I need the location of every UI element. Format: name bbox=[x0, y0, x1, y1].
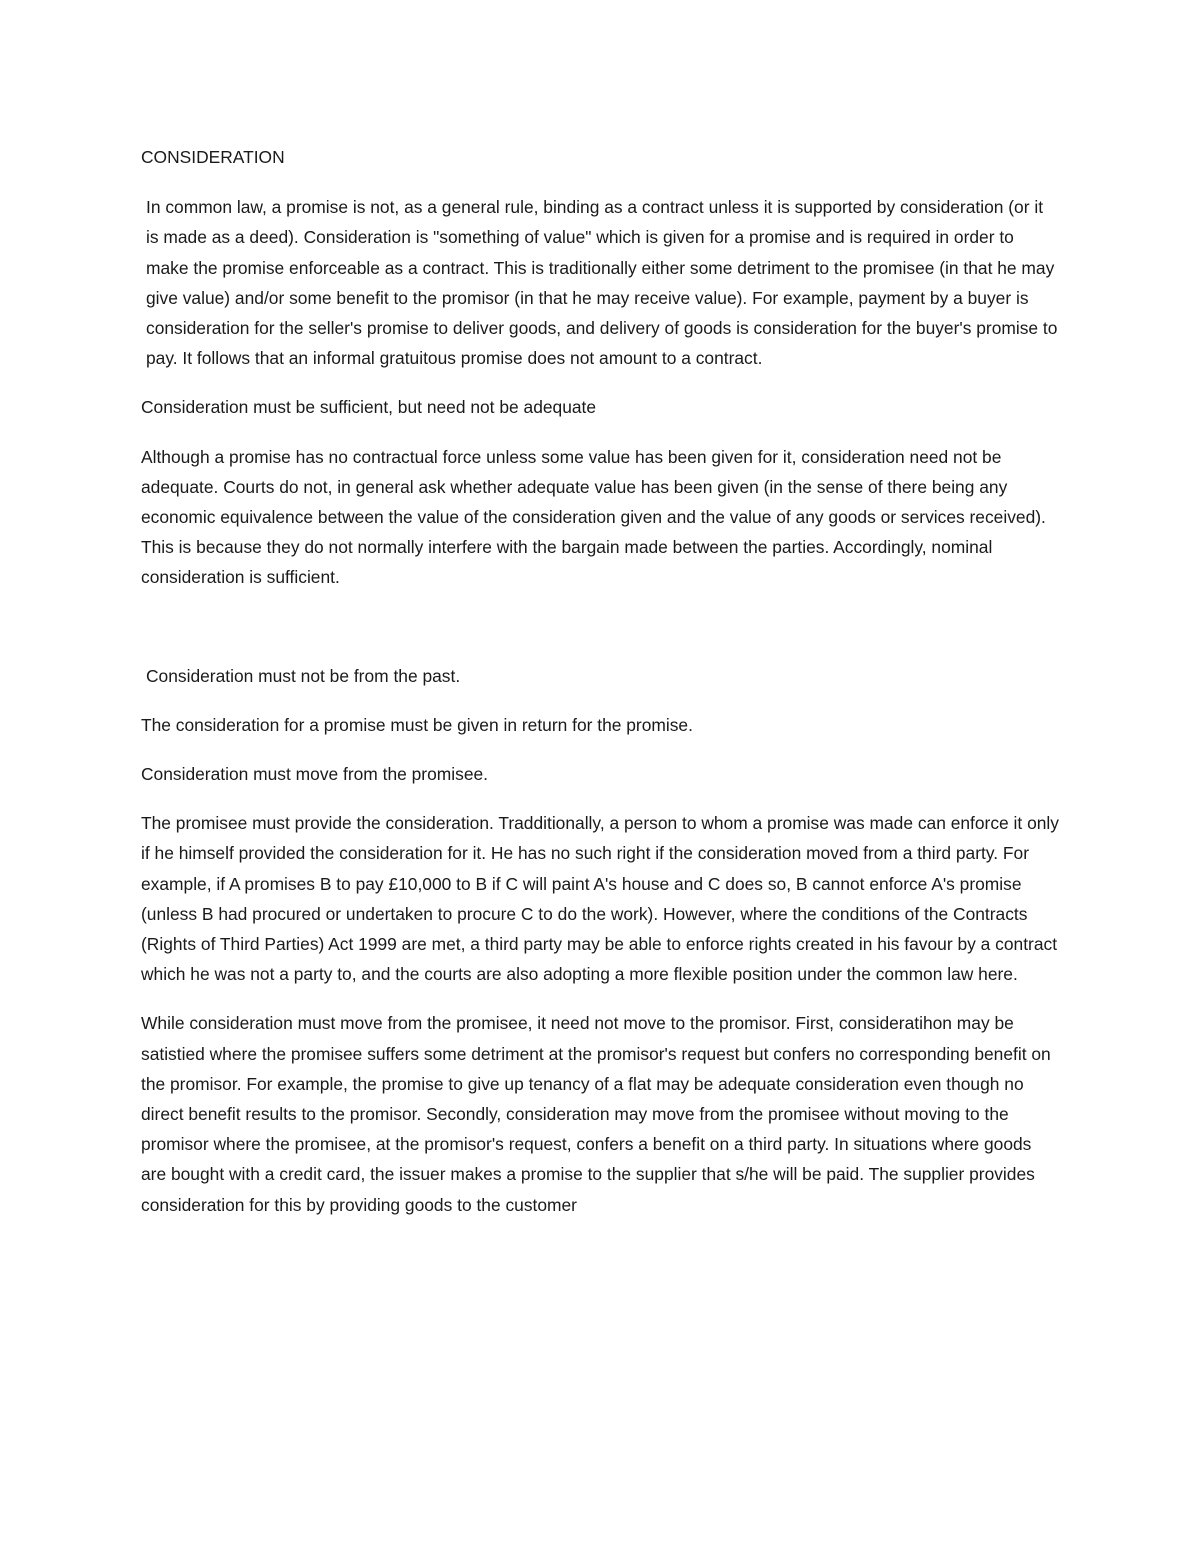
heading-move: Consideration must move from the promisee. bbox=[141, 764, 488, 785]
blank-line bbox=[141, 612, 1059, 661]
intro-paragraph: In common law, a promise is not, as a general rule, binding as a contract unless it is supported by consideration (or it is made as a deed). Consideration is "something of value" which is given for a promise and is required in order to make the promise enforceable as a contract. This is traditionally either some detriment to the promisee (in that he may give value) and/or some benefit to the promisor (in that he may receive value). For example, payment by a buyer is consideration for the seller's promise to deliver goods, and delivery of goods is consideration for the buyer's promise to pay. It follows that an informal gratuitous promise does not amount to a contract. bbox=[146, 197, 1058, 369]
paragraph-past: The consideration for a promise must be given in return for the promise. bbox=[141, 714, 693, 735]
paragraph-move: The promisee must provide the consideration. Tradditionally, a person to whom a promise was made can enforce it only if he himself provided the consideration for it. He has no such right if the consideration moved from a third party. For example, if A promises B to pay £10,000 to B if C will paint A's house and C does so, B cannot enforce A's promise (unless B had procured or undertaken to procure C to do the work). However, where the conditions of the Contracts (Rights of Third Parties) Act 1999 are met, a third party may be able to enforce rights created in his favour by a contract which he was not a party to, and the courts are also adopting a more flexible position under the common law here. bbox=[141, 813, 1059, 985]
document-title: CONSIDERATION bbox=[141, 147, 285, 167]
heading-past: Consideration must not be from the past. bbox=[146, 665, 461, 686]
paragraph-sufficient: Although a promise has no contractual force unless some value has been given for it, consideration need not be adequate. Courts do not, in general ask whether adequate value has been given (in the sense of there being any economic equivalence between the value of the consideration given and the value of any goods or services received). This is because they do not normally interfere with the bargain made between the parties. Accordingly, nominal consideration is sufficient. bbox=[141, 446, 1046, 588]
paragraph-promisor: While consideration must move from the promisee, it need not move to the promisor. First, consideratihon may be satistied where the promisee suffers some detriment at the promisor's request but confers no corresponding benefit on the promisor. For example, the promise to give up tenancy of a flat may be adequate consideration even though no direct benefit results to the promisor. Secondly, consideration may move from the promisee without moving to the promisor where the promisee, at the promisor's request, confers a benefit on a third party. In situations where goods are bought with a credit card, the issuer makes a promise to the supplier that s/he will be paid. The supplier provides consideration for this by providing goods to the customer bbox=[141, 1013, 1051, 1215]
heading-sufficient: Consideration must be sufficient, but need not be adequate bbox=[141, 397, 597, 418]
document-body bbox=[141, 142, 1059, 1239]
